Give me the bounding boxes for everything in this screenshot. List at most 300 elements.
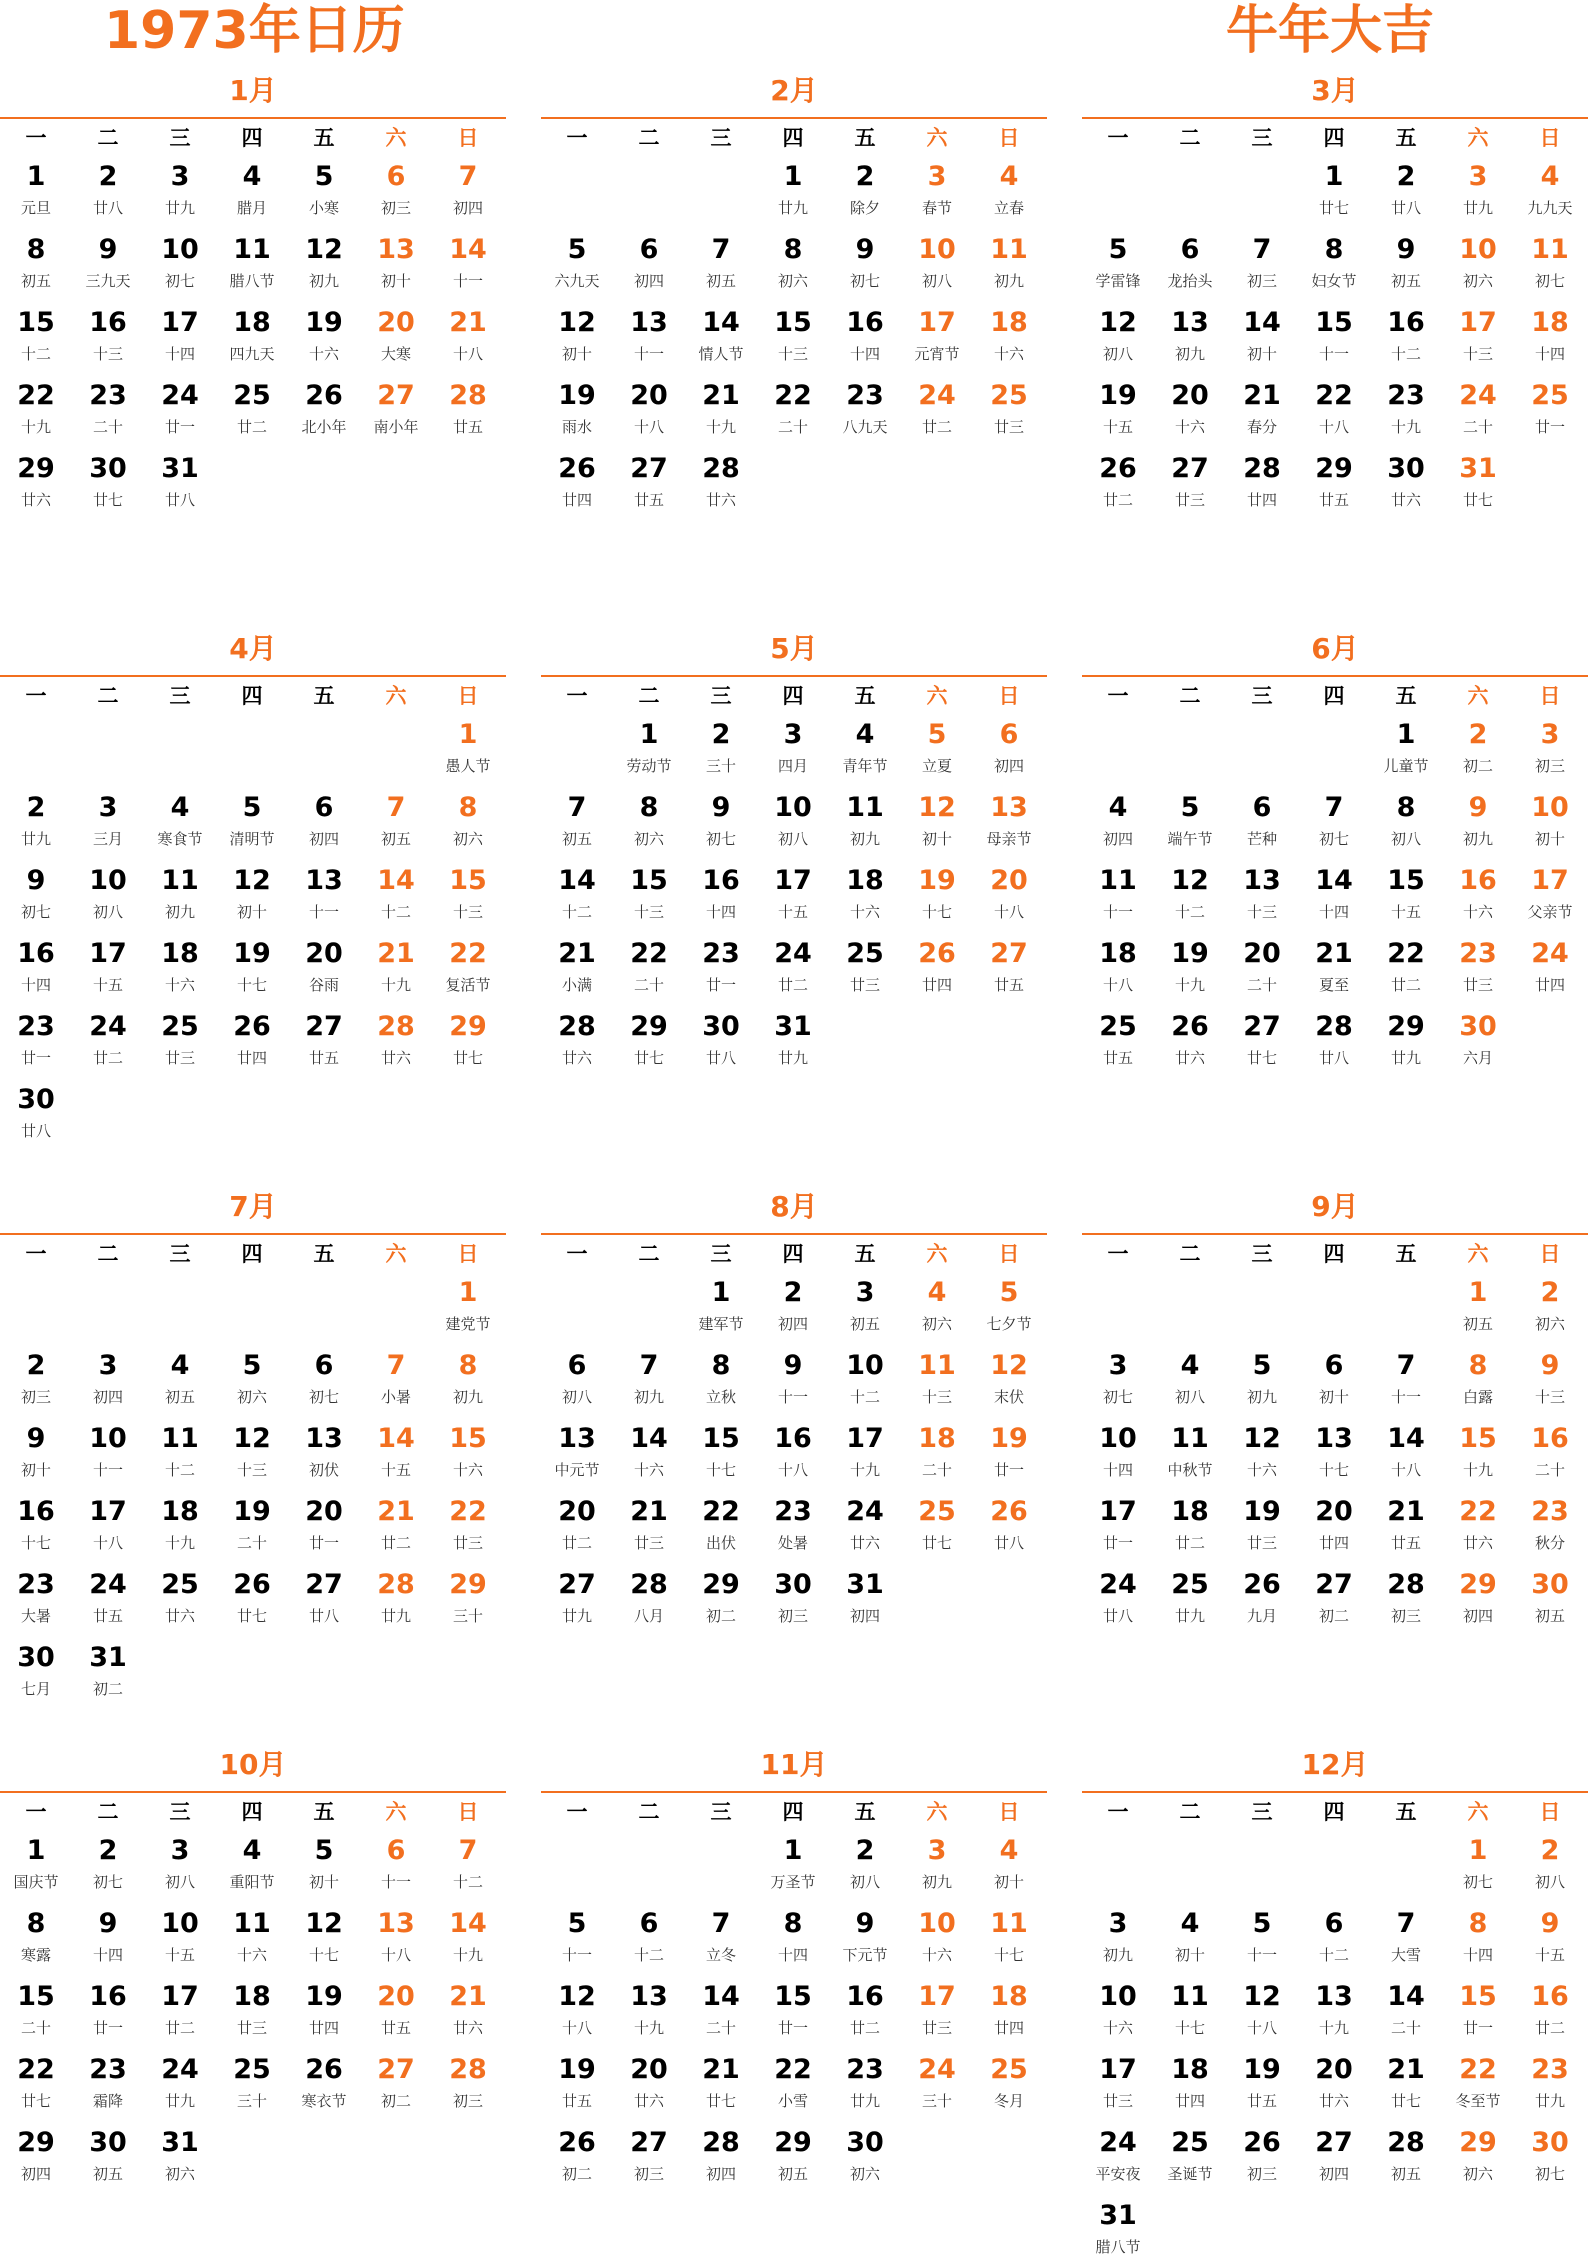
day-number[interactable]: 8 (26, 234, 46, 265)
day-number[interactable]: 2 (26, 792, 46, 823)
day-number[interactable]: 4 (1540, 161, 1560, 192)
day-number[interactable]: 3 (1540, 719, 1560, 750)
day-number[interactable]: 12 (305, 1908, 343, 1939)
day-number[interactable]: 6 (1180, 234, 1200, 265)
day-number[interactable]: 4 (242, 1835, 262, 1866)
day-number[interactable]: 16 (89, 307, 127, 338)
day-number[interactable]: 4 (927, 1277, 947, 1308)
day-number[interactable]: 15 (1315, 307, 1353, 338)
day-number[interactable]: 1 (1468, 1835, 1488, 1866)
day-number[interactable]: 21 (449, 1981, 487, 2012)
day-number[interactable]: 10 (774, 792, 812, 823)
day-number[interactable]: 30 (1387, 453, 1425, 484)
day-number[interactable]: 31 (161, 2127, 199, 2158)
day-number[interactable]: 7 (639, 1350, 659, 1381)
day-number[interactable]: 1 (458, 1277, 478, 1308)
day-number[interactable]: 7 (567, 792, 587, 823)
day-number[interactable]: 20 (990, 865, 1028, 896)
day-number[interactable]: 19 (1243, 2054, 1281, 2085)
day-number[interactable]: 27 (630, 2127, 668, 2158)
day-number[interactable]: 24 (918, 2054, 956, 2085)
day-number[interactable]: 23 (1531, 1496, 1569, 1527)
day-number[interactable]: 28 (702, 2127, 740, 2158)
day-number[interactable]: 22 (449, 1496, 487, 1527)
day-number[interactable]: 27 (1315, 2127, 1353, 2158)
day-number[interactable]: 14 (702, 1981, 740, 2012)
day-number[interactable]: 12 (558, 1981, 596, 2012)
day-number[interactable]: 1 (1396, 719, 1416, 750)
day-number[interactable]: 4 (1180, 1908, 1200, 1939)
day-number[interactable]: 10 (1531, 792, 1569, 823)
day-number[interactable]: 22 (774, 380, 812, 411)
day-number[interactable]: 7 (711, 1908, 731, 1939)
day-number[interactable]: 11 (1531, 234, 1569, 265)
day-number[interactable]: 30 (17, 1642, 55, 1673)
day-number[interactable]: 16 (1531, 1981, 1569, 2012)
day-number[interactable]: 3 (783, 719, 803, 750)
day-number[interactable]: 13 (305, 865, 343, 896)
day-number[interactable]: 27 (630, 453, 668, 484)
day-number[interactable]: 9 (1396, 234, 1416, 265)
day-number[interactable]: 11 (233, 234, 271, 265)
day-number[interactable]: 26 (305, 2054, 343, 2085)
day-number[interactable]: 1 (458, 719, 478, 750)
day-number[interactable]: 15 (1459, 1981, 1497, 2012)
day-number[interactable]: 6 (639, 1908, 659, 1939)
day-number[interactable]: 1 (639, 719, 659, 750)
day-number[interactable]: 26 (918, 938, 956, 969)
day-number[interactable]: 29 (1315, 453, 1353, 484)
day-number[interactable]: 24 (161, 2054, 199, 2085)
day-number[interactable]: 1 (783, 1835, 803, 1866)
day-number[interactable]: 17 (774, 865, 812, 896)
day-number[interactable]: 9 (98, 234, 118, 265)
day-number[interactable]: 29 (1459, 1569, 1497, 1600)
day-number[interactable]: 18 (1171, 2054, 1209, 2085)
day-number[interactable]: 11 (161, 865, 199, 896)
day-number[interactable]: 17 (918, 1981, 956, 2012)
day-number[interactable]: 19 (233, 938, 271, 969)
day-number[interactable]: 2 (98, 1835, 118, 1866)
day-number[interactable]: 17 (161, 307, 199, 338)
day-number[interactable]: 17 (89, 1496, 127, 1527)
day-number[interactable]: 14 (377, 865, 415, 896)
day-number[interactable]: 9 (1540, 1908, 1560, 1939)
day-number[interactable]: 24 (89, 1011, 127, 1042)
day-number[interactable]: 20 (305, 1496, 343, 1527)
day-number[interactable]: 31 (89, 1642, 127, 1673)
day-number[interactable]: 30 (1459, 1011, 1497, 1042)
day-number[interactable]: 21 (702, 380, 740, 411)
day-number[interactable]: 24 (846, 1496, 884, 1527)
day-number[interactable]: 5 (1180, 792, 1200, 823)
day-number[interactable]: 28 (449, 2054, 487, 2085)
day-number[interactable]: 12 (990, 1350, 1028, 1381)
day-number[interactable]: 23 (89, 380, 127, 411)
day-number[interactable]: 28 (1387, 2127, 1425, 2158)
day-number[interactable]: 13 (1315, 1981, 1353, 2012)
day-number[interactable]: 6 (386, 161, 406, 192)
day-number[interactable]: 31 (161, 453, 199, 484)
day-number[interactable]: 5 (999, 1277, 1019, 1308)
day-number[interactable]: 28 (1387, 1569, 1425, 1600)
day-number[interactable]: 16 (1531, 1423, 1569, 1454)
day-number[interactable]: 9 (855, 1908, 875, 1939)
day-number[interactable]: 1 (1324, 161, 1344, 192)
day-number[interactable]: 11 (233, 1908, 271, 1939)
day-number[interactable]: 18 (161, 938, 199, 969)
day-number[interactable]: 6 (567, 1350, 587, 1381)
day-number[interactable]: 26 (233, 1011, 271, 1042)
day-number[interactable]: 26 (1171, 1011, 1209, 1042)
day-number[interactable]: 27 (1243, 1011, 1281, 1042)
day-number[interactable]: 19 (233, 1496, 271, 1527)
day-number[interactable]: 29 (449, 1011, 487, 1042)
day-number[interactable]: 6 (1324, 1908, 1344, 1939)
day-number[interactable]: 15 (630, 865, 668, 896)
day-number[interactable]: 4 (170, 1350, 190, 1381)
day-number[interactable]: 28 (449, 380, 487, 411)
day-number[interactable]: 9 (1540, 1350, 1560, 1381)
day-number[interactable]: 16 (1387, 307, 1425, 338)
day-number[interactable]: 3 (1108, 1908, 1128, 1939)
day-number[interactable]: 24 (1099, 2127, 1137, 2158)
day-number[interactable]: 26 (1243, 2127, 1281, 2158)
day-number[interactable]: 7 (458, 1835, 478, 1866)
day-number[interactable]: 7 (1396, 1908, 1416, 1939)
day-number[interactable]: 19 (305, 1981, 343, 2012)
day-number[interactable]: 13 (377, 1908, 415, 1939)
day-number[interactable]: 18 (846, 865, 884, 896)
day-number[interactable]: 8 (1324, 234, 1344, 265)
day-number[interactable]: 5 (242, 1350, 262, 1381)
day-number[interactable]: 18 (1531, 307, 1569, 338)
day-number[interactable]: 26 (305, 380, 343, 411)
day-number[interactable]: 11 (1171, 1981, 1209, 2012)
day-number[interactable]: 15 (774, 1981, 812, 2012)
day-number[interactable]: 10 (161, 234, 199, 265)
day-number[interactable]: 3 (98, 1350, 118, 1381)
day-number[interactable]: 26 (233, 1569, 271, 1600)
day-number[interactable]: 25 (990, 2054, 1028, 2085)
day-number[interactable]: 31 (846, 1569, 884, 1600)
day-number[interactable]: 4 (855, 719, 875, 750)
day-number[interactable]: 8 (458, 1350, 478, 1381)
day-number[interactable]: 14 (630, 1423, 668, 1454)
day-number[interactable]: 24 (1459, 380, 1497, 411)
day-number[interactable]: 16 (702, 865, 740, 896)
day-number[interactable]: 14 (377, 1423, 415, 1454)
day-number[interactable]: 23 (17, 1569, 55, 1600)
day-number[interactable]: 9 (711, 792, 731, 823)
day-number[interactable]: 16 (89, 1981, 127, 2012)
day-number[interactable]: 8 (1468, 1908, 1488, 1939)
day-number[interactable]: 14 (1315, 865, 1353, 896)
day-number[interactable]: 8 (1396, 792, 1416, 823)
day-number[interactable]: 13 (558, 1423, 596, 1454)
day-number[interactable]: 29 (17, 2127, 55, 2158)
day-number[interactable]: 7 (386, 1350, 406, 1381)
day-number[interactable]: 18 (990, 1981, 1028, 2012)
day-number[interactable]: 21 (630, 1496, 668, 1527)
day-number[interactable]: 7 (1396, 1350, 1416, 1381)
day-number[interactable]: 4 (242, 161, 262, 192)
day-number[interactable]: 10 (918, 234, 956, 265)
day-number[interactable]: 6 (639, 234, 659, 265)
day-number[interactable]: 12 (305, 234, 343, 265)
day-number[interactable]: 31 (774, 1011, 812, 1042)
day-number[interactable]: 31 (1099, 2200, 1137, 2231)
day-number[interactable]: 22 (1387, 938, 1425, 969)
day-number[interactable]: 1 (26, 1835, 46, 1866)
day-number[interactable]: 14 (558, 865, 596, 896)
day-number[interactable]: 24 (918, 380, 956, 411)
day-number[interactable]: 13 (630, 307, 668, 338)
day-number[interactable]: 10 (89, 865, 127, 896)
day-number[interactable]: 8 (26, 1908, 46, 1939)
day-number[interactable]: 5 (567, 234, 587, 265)
day-number[interactable]: 1 (783, 161, 803, 192)
day-number[interactable]: 13 (377, 234, 415, 265)
day-number[interactable]: 11 (1171, 1423, 1209, 1454)
day-number[interactable]: 3 (927, 161, 947, 192)
day-number[interactable]: 8 (783, 234, 803, 265)
day-number[interactable]: 23 (846, 380, 884, 411)
day-number[interactable]: 10 (1099, 1423, 1137, 1454)
day-number[interactable]: 5 (567, 1908, 587, 1939)
day-number[interactable]: 22 (17, 2054, 55, 2085)
day-number[interactable]: 29 (449, 1569, 487, 1600)
day-number[interactable]: 23 (846, 2054, 884, 2085)
day-number[interactable]: 17 (1531, 865, 1569, 896)
day-number[interactable]: 7 (1324, 792, 1344, 823)
day-number[interactable]: 25 (1171, 2127, 1209, 2158)
day-number[interactable]: 29 (702, 1569, 740, 1600)
day-number[interactable]: 24 (774, 938, 812, 969)
day-number[interactable]: 12 (233, 1423, 271, 1454)
day-number[interactable]: 25 (161, 1011, 199, 1042)
day-number[interactable]: 21 (377, 938, 415, 969)
day-number[interactable]: 21 (1387, 1496, 1425, 1527)
day-number[interactable]: 6 (314, 792, 334, 823)
day-number[interactable]: 2 (855, 1835, 875, 1866)
day-number[interactable]: 24 (1531, 938, 1569, 969)
day-number[interactable]: 11 (918, 1350, 956, 1381)
day-number[interactable]: 5 (1108, 234, 1128, 265)
day-number[interactable]: 2 (98, 161, 118, 192)
day-number[interactable]: 24 (89, 1569, 127, 1600)
day-number[interactable]: 20 (377, 1981, 415, 2012)
day-number[interactable]: 9 (1468, 792, 1488, 823)
day-number[interactable]: 27 (377, 380, 415, 411)
day-number[interactable]: 17 (846, 1423, 884, 1454)
day-number[interactable]: 21 (449, 307, 487, 338)
day-number[interactable]: 31 (1459, 453, 1497, 484)
day-number[interactable]: 12 (1243, 1981, 1281, 2012)
day-number[interactable]: 23 (1387, 380, 1425, 411)
day-number[interactable]: 25 (1171, 1569, 1209, 1600)
day-number[interactable]: 12 (233, 865, 271, 896)
day-number[interactable]: 27 (305, 1011, 343, 1042)
day-number[interactable]: 7 (1252, 234, 1272, 265)
day-number[interactable]: 12 (1243, 1423, 1281, 1454)
day-number[interactable]: 20 (1315, 1496, 1353, 1527)
day-number[interactable]: 25 (1099, 1011, 1137, 1042)
day-number[interactable]: 22 (1459, 1496, 1497, 1527)
day-number[interactable]: 2 (855, 161, 875, 192)
day-number[interactable]: 19 (558, 380, 596, 411)
day-number[interactable]: 4 (1108, 792, 1128, 823)
day-number[interactable]: 22 (1315, 380, 1353, 411)
day-number[interactable]: 30 (702, 1011, 740, 1042)
day-number[interactable]: 21 (558, 938, 596, 969)
day-number[interactable]: 25 (918, 1496, 956, 1527)
day-number[interactable]: 3 (1468, 161, 1488, 192)
day-number[interactable]: 16 (774, 1423, 812, 1454)
day-number[interactable]: 18 (918, 1423, 956, 1454)
day-number[interactable]: 11 (161, 1423, 199, 1454)
day-number[interactable]: 16 (17, 938, 55, 969)
day-number[interactable]: 20 (630, 2054, 668, 2085)
day-number[interactable]: 3 (170, 1835, 190, 1866)
day-number[interactable]: 16 (1459, 865, 1497, 896)
day-number[interactable]: 13 (1243, 865, 1281, 896)
day-number[interactable]: 12 (558, 307, 596, 338)
day-number[interactable]: 25 (990, 380, 1028, 411)
day-number[interactable]: 8 (783, 1908, 803, 1939)
day-number[interactable]: 8 (458, 792, 478, 823)
day-number[interactable]: 4 (999, 161, 1019, 192)
day-number[interactable]: 6 (1324, 1350, 1344, 1381)
day-number[interactable]: 27 (558, 1569, 596, 1600)
day-number[interactable]: 24 (161, 380, 199, 411)
day-number[interactable]: 18 (233, 307, 271, 338)
day-number[interactable]: 3 (1108, 1350, 1128, 1381)
day-number[interactable]: 16 (846, 307, 884, 338)
day-number[interactable]: 5 (314, 161, 334, 192)
day-number[interactable]: 23 (702, 938, 740, 969)
day-number[interactable]: 9 (855, 234, 875, 265)
day-number[interactable]: 30 (89, 2127, 127, 2158)
day-number[interactable]: 23 (17, 1011, 55, 1042)
day-number[interactable]: 6 (999, 719, 1019, 750)
day-number[interactable]: 23 (89, 2054, 127, 2085)
day-number[interactable]: 7 (458, 161, 478, 192)
day-number[interactable]: 12 (918, 792, 956, 823)
day-number[interactable]: 11 (990, 1908, 1028, 1939)
day-number[interactable]: 5 (242, 792, 262, 823)
day-number[interactable]: 10 (161, 1908, 199, 1939)
day-number[interactable]: 20 (377, 307, 415, 338)
day-number[interactable]: 15 (1387, 865, 1425, 896)
day-number[interactable]: 26 (558, 2127, 596, 2158)
day-number[interactable]: 14 (702, 307, 740, 338)
day-number[interactable]: 22 (702, 1496, 740, 1527)
day-number[interactable]: 15 (449, 1423, 487, 1454)
day-number[interactable]: 7 (386, 792, 406, 823)
day-number[interactable]: 21 (1387, 2054, 1425, 2085)
day-number[interactable]: 22 (449, 938, 487, 969)
day-number[interactable]: 11 (1099, 865, 1137, 896)
day-number[interactable]: 26 (990, 1496, 1028, 1527)
day-number[interactable]: 14 (1387, 1423, 1425, 1454)
day-number[interactable]: 19 (918, 865, 956, 896)
day-number[interactable]: 26 (558, 453, 596, 484)
day-number[interactable]: 15 (1459, 1423, 1497, 1454)
day-number[interactable]: 2 (1540, 1277, 1560, 1308)
day-number[interactable]: 26 (1099, 453, 1137, 484)
day-number[interactable]: 8 (639, 792, 659, 823)
day-number[interactable]: 5 (1252, 1350, 1272, 1381)
day-number[interactable]: 3 (98, 792, 118, 823)
day-number[interactable]: 27 (377, 2054, 415, 2085)
day-number[interactable]: 19 (1243, 1496, 1281, 1527)
day-number[interactable]: 25 (1531, 380, 1569, 411)
day-number[interactable]: 17 (918, 307, 956, 338)
day-number[interactable]: 15 (449, 865, 487, 896)
day-number[interactable]: 19 (305, 307, 343, 338)
day-number[interactable]: 5 (1252, 1908, 1272, 1939)
day-number[interactable]: 30 (1531, 2127, 1569, 2158)
day-number[interactable]: 25 (233, 380, 271, 411)
day-number[interactable]: 13 (1171, 307, 1209, 338)
day-number[interactable]: 25 (161, 1569, 199, 1600)
day-number[interactable]: 22 (1459, 2054, 1497, 2085)
day-number[interactable]: 13 (1315, 1423, 1353, 1454)
day-number[interactable]: 21 (702, 2054, 740, 2085)
day-number[interactable]: 17 (1099, 2054, 1137, 2085)
day-number[interactable]: 20 (305, 938, 343, 969)
day-number[interactable]: 18 (233, 1981, 271, 2012)
day-number[interactable]: 19 (1171, 938, 1209, 969)
day-number[interactable]: 27 (1171, 453, 1209, 484)
day-number[interactable]: 22 (17, 380, 55, 411)
day-number[interactable]: 26 (1243, 1569, 1281, 1600)
day-number[interactable]: 14 (449, 1908, 487, 1939)
day-number[interactable]: 1 (1468, 1277, 1488, 1308)
day-number[interactable]: 2 (711, 719, 731, 750)
day-number[interactable]: 10 (89, 1423, 127, 1454)
day-number[interactable]: 24 (1099, 1569, 1137, 1600)
day-number[interactable]: 11 (990, 234, 1028, 265)
day-number[interactable]: 29 (1387, 1011, 1425, 1042)
day-number[interactable]: 6 (1252, 792, 1272, 823)
day-number[interactable]: 2 (1468, 719, 1488, 750)
day-number[interactable]: 14 (1243, 307, 1281, 338)
day-number[interactable]: 10 (846, 1350, 884, 1381)
day-number[interactable]: 10 (1459, 234, 1497, 265)
day-number[interactable]: 28 (377, 1569, 415, 1600)
day-number[interactable]: 4 (999, 1835, 1019, 1866)
day-number[interactable]: 17 (1459, 307, 1497, 338)
day-number[interactable]: 8 (711, 1350, 731, 1381)
day-number[interactable]: 28 (377, 1011, 415, 1042)
day-number[interactable]: 2 (1396, 161, 1416, 192)
day-number[interactable]: 15 (702, 1423, 740, 1454)
day-number[interactable]: 15 (774, 307, 812, 338)
day-number[interactable]: 30 (846, 2127, 884, 2158)
day-number[interactable]: 9 (783, 1350, 803, 1381)
day-number[interactable]: 3 (927, 1835, 947, 1866)
day-number[interactable]: 1 (711, 1277, 731, 1308)
day-number[interactable]: 18 (1171, 1496, 1209, 1527)
day-number[interactable]: 25 (846, 938, 884, 969)
day-number[interactable]: 20 (1171, 380, 1209, 411)
day-number[interactable]: 4 (170, 792, 190, 823)
day-number[interactable]: 4 (1180, 1350, 1200, 1381)
day-number[interactable]: 16 (17, 1496, 55, 1527)
day-number[interactable]: 17 (89, 938, 127, 969)
